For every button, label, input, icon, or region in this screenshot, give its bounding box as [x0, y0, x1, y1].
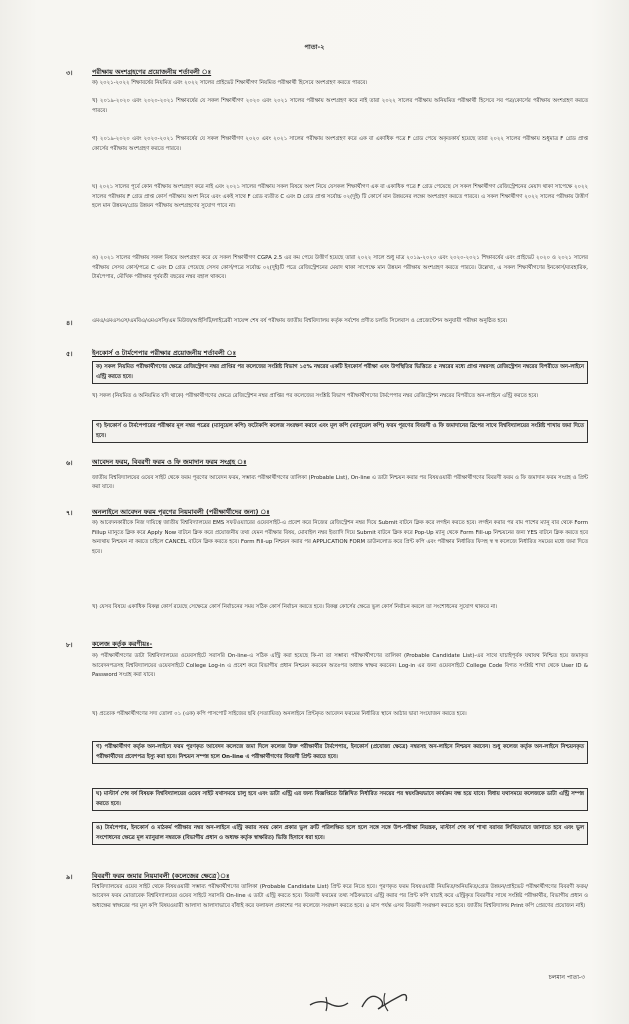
section-3-item-c: গ) ২০১৯-২০২০ এবং ২০২০-২০২১ শিক্ষাবর্ষের যে সকল শিক্ষার্থীগণ ২০২০ এবং ২০২১ সালের পরীক্ষায় অংশগ্রহণ করে এক বা একাধিক পত্রে F গ্রেড পেয়ে অকৃতকার্য হয়েছে তারা ২০২২ সালের পরীক্ষায় শুধুমাত্র F গ্রেড প্রাপ্ত কোর্সের পরীক্ষায় অংশগ্রহণ করতে পারবে।: [92, 136, 588, 152]
section-5-number: ৫।: [66, 350, 73, 358]
section-6-title: আবেদন ফরম, বিবরণী ফরম ও ফি জমাদান ফরম সংগ্রহ ঃ: [92, 458, 247, 466]
section-8-item-a: ক) পরীক্ষার্থীগণের ডাটা বিশ্ববিদ্যালয়ের ওয়েবসাইটে সরাসরি On-line-এ সঠিক এন্ট্রি করা হয়েছে কি-না তা সম্ভাব্য পরীক্ষার্থীগণের তালিকা (Probable Candidate List)-এর সাথে যাচাইপূর্বক যথাযথ নিশ্চিত হয়ে জমাকৃত আবেদনপত্রসহ বিশ্ববিদ্যালয়ের ওয়েবসাইটে College Log-in এ প্রবেশ করে বিভাগীয় প্রধান নিশ্চয়ন করবেন অতঃপর অধ্যক্ষ স্বাক্ষর করবেন। Log-in এর জন্য ওয়েবসাইটে College Code বিগত সংশ্লিষ্ট শাখা থেকে User ID & Password সংগ্রহ করা যাবে।: [92, 653, 588, 679]
section-5-title: ইনকোর্স ও টার্মপেপার পরীক্ষার প্রয়োজনীয় শর্তাবলী ঃ: [92, 349, 237, 357]
section-3-item-d: ঘ) ২০২১ সালের পূর্বে কোন পরীক্ষায় অংশগ্রহণ করে নাই এবং ২০২১ সালের পরীক্ষায় সকল বিষয়ে অংশ নিয়ে যেসকল শিক্ষার্থীগণ এক বা একাধিক পত্রে F গ্রেড পেয়েছে সে সকল শিক্ষার্থীগণ রেজিস্ট্রেশনের মেয়াদ থাকা সাপেক্ষে ২০২২ সালের পরীক্ষায় F গ্রেড প্রাপ্ত কোর্স পরীক্ষায় অংশ নিবে এবং একই সাথে F গ্রেড ব্যতীত C এবং D গ্রেড প্রাপ্ত সর্বোচ্চ ০২(দুই) টি কোর্সে মান উন্নয়নের লক্ষ্যে অংশগ্রহণ করতে পারবে। এ সকল শিক্ষার্থীগণ ২০২২ সালের পরীক্ষায় উত্তীর্ণ হলে মান উন্নয়ন/গ্রেড উন্নয়ন পরীক্ষায় অংশগ্রহণের সুযোগ পাবে না।: [92, 184, 588, 210]
section-6-number: ৬।: [66, 459, 73, 467]
section-8-item-e: ঙ) টার্মপেপার, ইনকোর্স ও মাঠকর্ম পরীক্ষার নম্বর অন-লাইনে এন্ট্রি করার সময় কোন প্রকার ভুল ক্রটি পরিলক্ষিত হলে হলে সঙ্গে সঙ্গে উপ-পরীক্ষা নিয়ন্ত্রক, মাস্টার্স শেষ বর্ষ শাখা বরাবর লিখিতভাবে জানাতে হবে এবং ভুল সংশোধনের ক্ষেত্রে মূল ম্যানুয়াল নম্বরকে (বিভাগীয় প্রধান ও অধ্যক্ষ কর্তৃক স্বাক্ষরিত) ভিত্তি হিসাবে ধরা হবে।: [92, 822, 588, 845]
signature-icon: [290, 985, 450, 1015]
page-number: পাতা-২: [304, 43, 325, 51]
section-5-item-b: খ) সকল (নিয়মিত ও অনিয়মিত যদি থাকে) পরীক্ষার্থীগণের ক্ষেত্রে রেজিস্ট্রেশন নম্বর প্রাপ্তির পর কলেজের সংশ্লিষ্ট বিভাগ পরীক্ষার্থীগণের টার্মপেপার নম্বর রেজিস্ট্রেশন নম্বরের বিপরীতে অন-লাইনে এন্ট্রি করতে হবে।: [92, 393, 539, 399]
section-9-text: বিশ্ববিদ্যালয়ের ওয়েব সাইট থেকে বিষয়ওয়ারী সম্ভাব্য পরীক্ষার্থীগণের তালিকা (Probable Candidate List) প্রিন্ট করে নিতে হবে। পূরণকৃত ফরম বিষয়ওয়ারী নিয়মিত/অনিয়মিত/গ্রেড উন্নয়ন/প্রাইভেট পরীক্ষার্থীগণের বিবরণী ফরম/আবেদন ফরম মোতাবেক বিশ্ববিদ্যালয়ের ওয়েব সাইটে সরাসরি On-line এ ডাটা এন্ট্রি করতে হবে। বিবরণী ফরমের তথ্য সঠিকভাবে এন্ট্রি করার পর প্রিন্ট কপি যাচাই করে এন্ট্রিকৃত বিবরণীর সাথে সংশ্লিষ্ট পরীক্ষার্থীর, বিভাগীয় প্রধান ও অধ্যক্ষের স্বাক্ষরের পর মূল কপি বিষয়ওয়ারী আলাদা আলাদাভাবে বাঁধাই করে ফলাফল প্রকাশের পর কলেজে সংরক্ষণ করতে হবে। ৪ মাস পর্যন্ত এসব বিবরণী সংরক্ষণ করতে হবে। জাতীয় বিশ্ববিদ্যালয় Print কপি প্রেরণের প্রয়োজন নাই।: [92, 884, 588, 909]
section-3-item-b: খ) ২০১৯-২০২০ এবং ২০২০-২০২১ শিক্ষাবর্ষের যে সকল শিক্ষার্থীগণ ২০২০ এবং ২০২১ সালের পরীক্ষায় অংশগ্রহণ করে নাই তারা ২০২২ সালের পরীক্ষায় অনিয়মিত পরীক্ষার্থী হিসেবে সব পত্র/কোর্সের পরীক্ষায় অংশগ্রহণ করতে পারবে।: [92, 98, 588, 114]
section-8-number: ৮।: [66, 641, 73, 649]
section-9-title: বিবরণী ফরম জমার নিয়মাবলী (কলেজের ক্ষেত্রে)ঃ: [92, 872, 230, 880]
section-3-item-e: ঙ) ২০২১ সালের পরীক্ষায় সকল বিষয়ে অংশগ্রহণ করে যে সকল শিক্ষার্থীগণ CGPA 2.5 এর কম পেয়ে উত্তীর্ণ হয়েছে তারা ২০২২ সালে শুধু মাত্র ২০১৯-২০২০ এবং ২০২০-২০২১ শিক্ষাবর্ষের এবং প্রাইভেট ২০২০ ও ২০২১ সালের পরীক্ষায় সেসব কোর্স/পত্রে C এবং D গ্রেড পেয়েছে সেসব কোর্স/পত্রে সর্বোচ্চ ০২(দুই)টি পত্রে রেজিস্ট্রেশনের মেয়াদ থাকা সাপেক্ষে মান উন্নয়ন পরীক্ষায় অংশগ্রহণ করতে পারবে। উল্লেখ্য, এ সকল শিক্ষার্থীগণের ইনকোর্স/ব্যবহারিক, টার্মপেপার, মৌখিক পরীক্ষার পূর্ববর্তী বছরের নম্বর বহাল থাকবে।: [92, 255, 588, 281]
section-8-item-d: ঘ) মাস্টার্স শেষ বর্ষ বিষয়ক বিশ্ববিদ্যালয়ের ওয়েব সাইট যথাসময়ে চালু হবে এবং ডাটা এন্ট্রি এর জন্য বিজ্ঞপ্তিতে উল্লিখিত নির্ধারিত সময়ের পর স্বয়ংক্রিয়ভাবে কার্যক্রম বন্ধ হয়ে যাবে। বিধায় যথাসময়ে কলেজকে ডাটা এন্ট্রি সম্পন্ন করতে হবে।: [92, 788, 588, 811]
section-6-text: জাতীয় বিশ্ববিদ্যালয়ের ওয়েব সাইট থেকে ফরম পূরণের আবেদন ফরম, সম্ভাব্য পরীক্ষার্থীগণের তালিকা (Probable List), On-line এ ডাটা নিশ্চয়ন করার পর বিষয়ওয়ারী পরীক্ষার্থীগণের বিবরণী ফরম ও ফি জমাদান ফরম সংগ্রহ ও প্রিন্ট করা যাবে।: [92, 475, 588, 491]
section-7-number: ৭।: [66, 509, 73, 517]
section-4-text: এমএ/এমএসএস/এমবিএ/এমএসসি/এম মিউজ/আইসিটি/লাইব্রেরী সায়েন্স শেষ বর্ষ পরীক্ষায় জাতীয় বিশ্ববিদ্যালয় কর্তৃক সর্বশেষ প্রণীত চলতি সিলেবাস ও প্রেজেন্টেশন অনুযায়ী পরীক্ষা অনুষ্ঠিত হবে।: [92, 318, 508, 324]
section-7-item-b: খ) যেসব বিষয়ে একাধিক বিকল্প কোর্স রয়েছে সেক্ষেত্রে কোর্স নির্বাচনের সময় সঠিক কোর্স নির্বাচন করতে হবে। বিকল্প কোর্সের ক্ষেত্রে ভুল কোর্স নির্বাচন করলে তা সংশোধনের সুযোগ থাকবে না।: [92, 604, 498, 610]
section-3-number: ৩।: [66, 69, 73, 77]
section-3-item-a: ক) ২০২১-২০২২ শিক্ষাবর্ষের নিয়মিত এবং ২০২২ সালের প্রাইভেট শিক্ষার্থীগণ নিয়মিত পরীক্ষার্থী হিসেবে অংশগ্রহণ করতে পারবে।: [92, 80, 368, 86]
section-7-item-a: ক) আবেদনকারীকে নিজ দায়িত্বে জাতীয় বিশ্ববিদ্যালয়ের EMS সফটওয়্যারের ওয়েবসাইট-এ প্রবেশ করে নিজের রেজিস্ট্রেশন নম্বর দিয়ে Submit বাটনে ক্লিক করে লগইন করতে হবে। লগইন করার পর বাম পাশের ম্যানু বার থেকে Form Fillup ম্যানুতে ক্লিক করে Apply Now বাটনে ক্লিক করে প্রয়োজনীয় তথ্য যেমন পরীক্ষার বিষয়, মোবাইল নম্বর ইত্যাদি দিয়ে Submit বাটনে ক্লিক করে Pop-Up ম্যানু থেকে Form Fill-up নিশ্চয়নের জন্য YES বাটনে ক্লিক করতে হবে অন্যথায় নিশ্চয়ন না করতে চাইলে CANCEL বাটনে ক্লিক করতে হবে। Form Fill-up নিশ্চয়ন করার পর APPLICATION FORM ডাউনলোড করে প্রিন্ট কপি এবং পরীক্ষার নির্ধারিত ফিসহ স্ব স্ব কলেজে নির্ধারিত সময়ের মধ্যে জমা দিতে হবে।: [92, 520, 588, 555]
continue-page-label: চলমান পাতা-৩: [548, 974, 585, 981]
section-7-title: অনলাইনে আবেদন ফরম পূরণের নিয়মাবলী (পরীক্ষার্থীদের জন্য) ঃ: [92, 508, 270, 516]
section-5-item-c: গ) ইনকোর্স ও টার্মপেপারের পরীক্ষার মূল নম্বর পত্রের (ম্যানুয়েল কপি) ফটোকপি কলেজ সংরক্ষণ করবে এবং মূল কপি (ম্যানুয়েল কপি) ফরম পূরণের বিবরণী ও ফি জমাদানের স্লিপের সাথে বিশ্ববিদ্যালয়ের সংশ্লিষ্ট শাখায় জমা দিতে হবে।: [92, 420, 588, 443]
section-9-number: ৯।: [66, 873, 73, 881]
section-4-number: ৪।: [66, 319, 73, 327]
section-8-item-b: খ) প্রত্যেক পরীক্ষার্থীগণের সদ্য তোলা ০১ (এক) কপি পাসপোর্ট সাইজের ছবি (সত্যায়িত) অনলাইনে প্রিন্টকৃত আবেদন ফরমের নির্ধারিত স্থানে আঠার দ্বারা সংযোজন করতে হবে।: [92, 711, 467, 717]
section-5-item-a: ক) সকল নিয়মিত পরীক্ষার্থীগণের ক্ষেত্রে রেজিস্ট্রেশন নম্বর প্রাপ্তির পর কলেজের সংশ্লিষ্ট বিভাগ ১৫% নম্বরের একটি ইনকোর্স পরীক্ষা এবং উপস্থিতির ভিত্তিতে ৫ নম্বরের মধ্যে প্রাপ্ত নম্বরসহ রেজিস্ট্রেশন নম্বরের বিপরীতে অন-লাইনে এন্ট্রি করতে হবে।: [92, 361, 588, 384]
section-8-item-c: গ) পরীক্ষার্থীগণ কর্তৃক অন-লাইনে ফরম পূরণকৃত আবেদন কলেজে জমা দিলে কলেজ উক্ত পরীক্ষার্থীর টার্মপেপার, ইনকোর্স (প্রযোজ্য ক্ষেত্রে) নম্বরসহ অন-লাইনে নিশ্চয়ন করবেন। শুধু কলেজ কর্তৃক অন-লাইনে নিশ্চয়নকৃত পরীক্ষার্থীদের প্রবেশপত্র ইস্যু করা হবে। নিশ্চয়ন সম্পন্ন হলে On-line এ পরীক্ষার্থীগণের বিবরণী প্রিন্ট করতে হবে।: [92, 741, 588, 764]
section-8-title: কলেজ কর্তৃক করণীয়ঃ-: [92, 640, 153, 648]
section-3-title: পরীক্ষায় অংশগ্রহণের প্রয়োজনীয় শর্তাবলী ঃ: [92, 68, 212, 76]
